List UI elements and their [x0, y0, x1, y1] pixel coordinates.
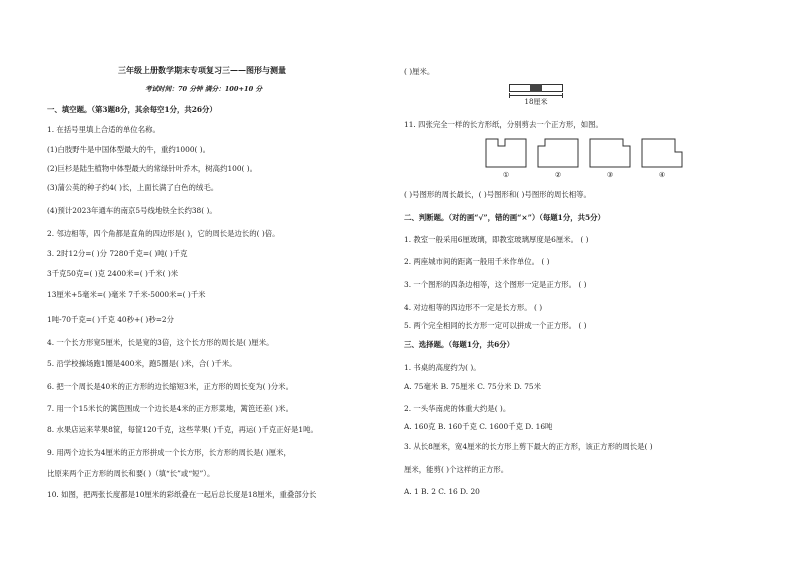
line-q5: 5. 沿学校操场跑1圈是400米，跑5圈是( )米，合( )千米。 — [47, 359, 237, 368]
line-j1: 1. 教室一般采用6厘玻璃，即教室玻璃厚度是6厘米。 ( ) — [404, 235, 589, 244]
shape-3 — [589, 138, 631, 168]
line-c2o: A. 160克 B. 160千克 C. 1600千克 D. 16吨 — [404, 422, 553, 431]
dimension-line — [509, 95, 563, 96]
shape-2 — [537, 138, 579, 168]
line-c3o: A. 1 B. 2 C. 16 D. 20 — [404, 487, 480, 496]
line-q3b: 3千克50克=( )克 2400米=( )千米( )米 — [47, 269, 179, 278]
cut-rectangles-figure — [485, 138, 685, 184]
line-q1a: (1)白肢野牛是中国体型最大的牛，重约1000( )。 — [47, 145, 211, 154]
overlap-region — [530, 84, 542, 92]
line-q10: 10. 如图，把两张长度都是10厘米的彩纸叠在一起后总长度是18厘米，重叠部分长 — [47, 490, 317, 499]
shape-2-label: ② — [554, 171, 562, 179]
line-q1b: (2)巨杉是陆生植物中体型最大的常绿针叶乔木，树高约100( )。 — [47, 164, 258, 173]
line-q11b: ( )号图形的周长最长，( )号图形和( )号图形的周长相等。 — [404, 190, 591, 199]
line-q4: 4. 一个长方形宽5厘米，长是宽的3倍，这个长方形的周长是( )厘米。 — [47, 338, 274, 347]
line-q10b: ( )厘米。 — [404, 67, 435, 76]
line-q6: 6. 把一个周长是40米的正方形的边长缩短3米，正方形的周长变为( )分米。 — [47, 382, 293, 391]
shape-3-label: ③ — [606, 171, 614, 179]
line-q1c: (3)蒲公英的种子约4( )长，上面长满了白色的绒毛。 — [47, 183, 219, 192]
line-q1d: (4)预计2023年通车的南京5号线地铁全长约38( )。 — [47, 206, 217, 215]
line-q9a: 9. 用两个边长为4厘米的正方形拼成一个长方形，长方形的周长是( )厘米， — [47, 448, 291, 457]
page-title: 三年级上册数学期末专项复习三——图形与测量 — [118, 65, 286, 75]
line-sec1: 一、填空题。（第3题8分，其余每空1分，共26分） — [47, 105, 217, 114]
line-c1: 1. 书桌的高度约为( )。 — [404, 363, 481, 372]
line-j2: 2. 两座城市间的距离一般用千米作单位。 ( ) — [404, 257, 550, 266]
line-sec2: 二、判断题。（对的画“√”，错的画“×”）（每题1分，共5分） — [404, 213, 605, 222]
line-c1o: A. 75毫米 B. 75厘米 C. 75分米 D. 75米 — [404, 382, 542, 391]
line-q11: 11. 四张完全一样的长方形纸，分别剪去一个正方形，如图。 — [404, 120, 603, 129]
line-q3a: 3. 2时12分=( )分 7280千克=( )吨( )千克 — [47, 249, 188, 258]
line-q1: 1. 在括号里填上合适的单位名称。 — [47, 125, 160, 134]
line-q3d: 1吨-70千克=( )千克 40秒+( )秒=2分 — [47, 315, 174, 324]
shape-1 — [485, 138, 527, 168]
line-q8: 8. 水果店运来苹果8筐，每筐120千克，这些苹果( )千克，再运( )千克正好是1吨。 — [47, 425, 318, 434]
line-q7: 7. 用一个15米长的篱笆围成一个边长是4米的正方形菜地，篱笆还差( )米。 — [47, 404, 293, 413]
line-j5: 5. 两个完全相同的长方形一定可以拼成一个正方形。 ( ) — [404, 321, 587, 330]
line-sec3: 三、选择题。（每题1分，共6分） — [404, 340, 515, 349]
line-j4: 4. 对边相等的四边形不一定是长方形。 ( ) — [404, 303, 543, 312]
line-q9b: 比原来两个正方形的周长和要( )（填“长”或“短”）。 — [47, 469, 215, 478]
line-c3b: 厘米，能剪( )个这样的正方形。 — [404, 465, 509, 474]
line-c3: 3. 从长8厘米，宽4厘米的长方形上剪下最大的正方形，该正方形的周长是( ) — [404, 442, 653, 451]
shape-1-label: ① — [502, 171, 510, 179]
line-c2: 2. 一头华南虎的体重大约是( )。 — [404, 404, 511, 413]
line-q3c: 13厘米+5毫米=( )毫米 7千米-5000米=( )千米 — [47, 290, 206, 299]
dimension-label: 18厘米 — [524, 98, 548, 106]
exam-meta: 考试时间：70 分钟 满分：100+10 分 — [145, 85, 263, 93]
shape-4 — [641, 138, 683, 168]
line-q2: 2. 邻边相等，四个角都是直角的四边形是( )，它的周长是边长的( )倍。 — [47, 229, 280, 238]
overlap-strips-figure — [509, 84, 563, 110]
line-j3: 3. 一个图形的四条边相等，这个图形一定是正方形。 ( ) — [404, 280, 587, 289]
shape-4-label: ④ — [658, 171, 666, 179]
